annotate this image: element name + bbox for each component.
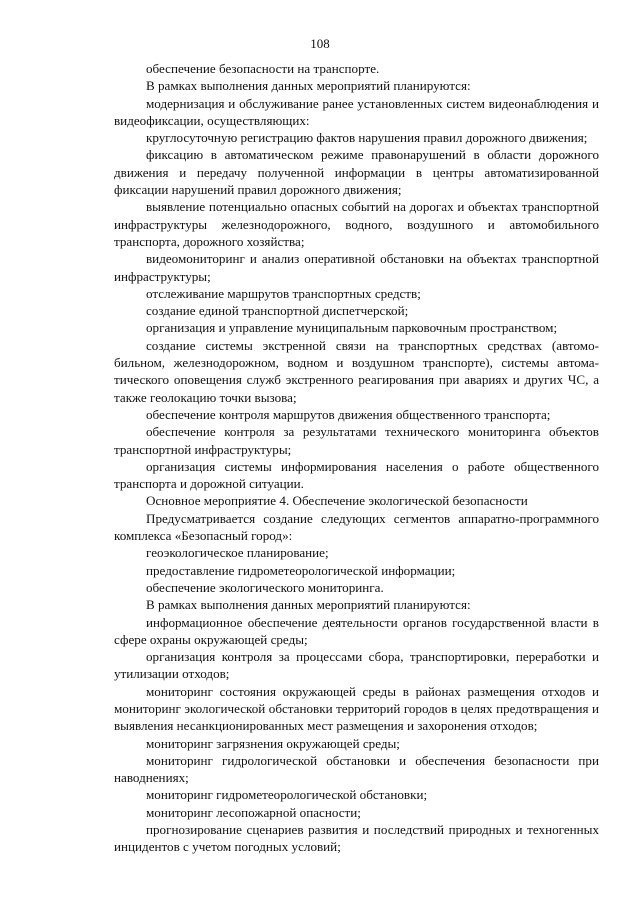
page-number: 108	[310, 36, 330, 51]
paragraph: В рамках выполнения данных мероприятий планируются:	[146, 597, 471, 613]
paragraph: создание единой транспортной диспетчерской;	[146, 303, 409, 319]
paragraph: обеспечение контроля маршрутов движения общественного транспорта;	[146, 406, 551, 422]
paragraph: мониторинг гидрологической обстановки и обеспечения безопасности при наводнениях;	[114, 752, 599, 786]
paragraph: мониторинг гидрометеорологической обстановки;	[146, 787, 428, 803]
paragraph: обеспечение безопасности на транспорте.	[146, 61, 380, 76]
paragraph: отслеживание маршрутов транспортных средств;	[146, 285, 421, 301]
paragraph: предоставление гидрометеорологической информации;	[146, 562, 456, 578]
paragraph: прогнозирование сценариев развития и последствий природных и техногенных инцидентов с учетом погодных условий;	[114, 822, 599, 855]
paragraph: мониторинг состояния окружающей среды в районах размещения отходов и мониторинг экологической обстановки территорий городов в целях предотвращения и выявления несанкционированных мест размещения и захоронения отходов;	[114, 683, 599, 734]
paragraph: организация системы информирования населения о работе общественного транспорта и дорожной ситуации.	[114, 458, 599, 492]
section-heading: Основное мероприятие 4. Обеспечение экологической безопасности	[146, 493, 528, 509]
paragraph: создание системы экстренной связи на транспортных средствах (автомобильном, железнодорожном, водном и воздушном транспорте), системы автоматического оповещения служб экстренного реагирования при авариях и других ЧС, а также геолокацию точки вызова;	[114, 337, 599, 405]
paragraph: В рамках выполнения данных мероприятий планируются:	[146, 78, 471, 94]
paragraph: выявление потенциально опасных событий на дорогах и объектах транспортной инфраструктуры железнодорожного, водного, воздушного и автомобильного транспорта, дорожного хозяйства;	[114, 199, 599, 249]
paragraph: видеомониторинг и анализ оперативной обстановки на объектах транспортной инфраструктуры;	[114, 251, 599, 284]
paragraph: модернизация и обслуживание ранее установленных систем видеонаблюдения и видеофиксации, осуществляющих:	[114, 95, 599, 128]
paragraph: обеспечение экологического мониторинга.	[146, 579, 384, 595]
body-text	[114, 60, 599, 856]
paragraph: круглосуточную регистрацию фактов нарушения правил дорожного движения;	[146, 130, 588, 146]
paragraph: фиксацию в автоматическом режиме правонарушений в области дорожного движения и передачу полученной информации в центры автоматизированной фиксации нарушений правил дорожного движения;	[114, 147, 599, 198]
paragraph: мониторинг загрязнения окружающей среды;	[146, 735, 400, 751]
paragraph: геоэкологическое планирование;	[146, 545, 329, 561]
paragraph: организация контроля за процессами сбора, транспортировки, переработки и утилизации отходов;	[114, 649, 599, 682]
paragraph: мониторинг лесопожарной опасности;	[146, 804, 361, 820]
paragraph: обеспечение контроля за результатами технического мониторинга объектов транспортной инфраструктуры;	[114, 424, 599, 457]
paragraph: Предусматривается создание следующих сегментов аппаратно-программного комплекса «Безопасный город»:	[114, 510, 599, 544]
paragraph: организация и управление муниципальным парковочным пространством;	[146, 320, 558, 336]
paragraph: информационное обеспечение деятельности органов государственной власти в сфере охраны окружающей среды;	[114, 614, 599, 647]
